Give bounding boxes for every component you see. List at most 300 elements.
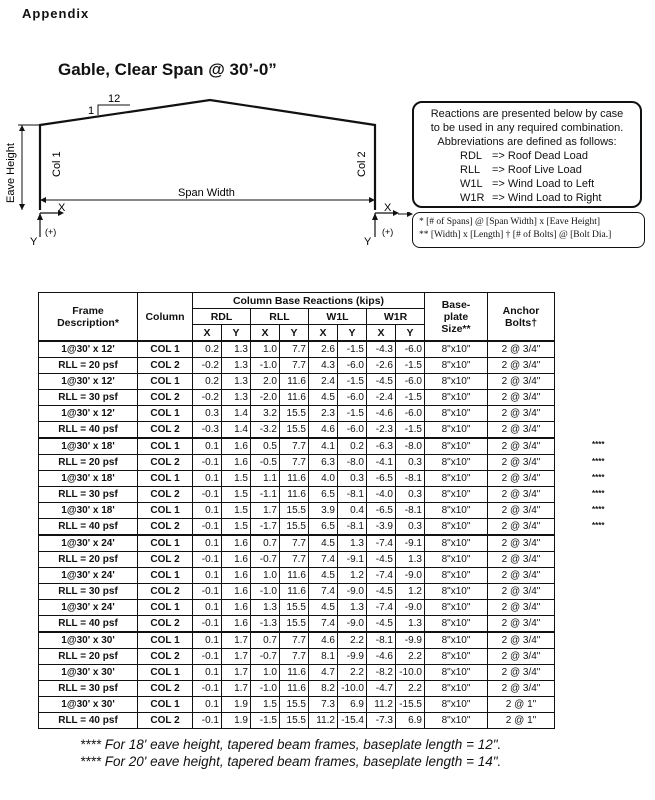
anchor-bolts: 2 @ 3/4" [488, 665, 555, 681]
table-row [39, 358, 555, 374]
frame-description: 1@30' x 12' [39, 406, 138, 422]
anchor-bolts: 2 @ 3/4" [488, 390, 555, 406]
anchor-bolts: 2 @ 3/4" [488, 568, 555, 584]
reaction-value: -8.2 [367, 665, 396, 681]
reaction-value: -7.4 [367, 568, 396, 584]
note-line-1: * [# of Spans] @ [Span Width] x [Eave Height] [419, 217, 601, 227]
reaction-value: 8.1 [309, 649, 338, 665]
reaction-value: 4.6 [309, 422, 338, 439]
baseplate-size: 8"x10" [425, 649, 488, 665]
anchor-bolts: 2 @ 3/4" [488, 681, 555, 697]
page-title: Gable, Clear Span @ 30’-0” [58, 60, 277, 79]
reaction-value: 3.9 [309, 503, 338, 519]
frame-diagram [0, 85, 410, 255]
baseplate-size: 8"x10" [425, 471, 488, 487]
frame-description: RLL = 20 psf [39, 552, 138, 568]
reaction-value: 1.7 [222, 649, 251, 665]
frame-description: RLL = 30 psf [39, 584, 138, 600]
anchor-bolts: 2 @ 3/4" [488, 438, 555, 455]
reaction-value: 0.3 [338, 471, 367, 487]
reaction-value: 7.7 [280, 552, 309, 568]
reaction-value: 15.5 [280, 600, 309, 616]
frame-description: 1@30' x 24' [39, 568, 138, 584]
frame-description: 1@30' x 30' [39, 665, 138, 681]
frame-description: RLL = 40 psf [39, 616, 138, 633]
reaction-value: 1.4 [222, 406, 251, 422]
column-id: COL 2 [138, 422, 193, 439]
reaction-value: 2.2 [338, 665, 367, 681]
column-id: COL 1 [138, 503, 193, 519]
reaction-value: 0.1 [193, 535, 222, 552]
anchor-bolts: 2 @ 3/4" [488, 600, 555, 616]
reaction-value: 4.5 [309, 390, 338, 406]
reaction-value: 3.2 [251, 406, 280, 422]
legend-intro-2: to be used in any required combination. [430, 122, 624, 134]
plus-left: (+) [45, 227, 57, 237]
reaction-value: -9.9 [396, 632, 425, 649]
reaction-value: -9.0 [338, 616, 367, 633]
footnote-marker: **** [592, 488, 605, 498]
reaction-value: 2.4 [309, 374, 338, 390]
reaction-value: 0.1 [193, 471, 222, 487]
notes-box [412, 212, 645, 248]
reaction-value: -4.0 [367, 487, 396, 503]
reaction-value: -1.0 [251, 584, 280, 600]
table-row [39, 665, 555, 681]
column-id: COL 2 [138, 519, 193, 536]
table-row [39, 568, 555, 584]
reaction-value: 2.6 [309, 341, 338, 358]
footnote-marker: **** [592, 440, 605, 449]
reaction-value: 1.7 [251, 503, 280, 519]
reaction-value: 1.2 [396, 584, 425, 600]
anchor-bolts: 2 @ 3/4" [488, 374, 555, 390]
column-id: COL 2 [138, 649, 193, 665]
col2-label: Col 2 [356, 151, 368, 177]
reaction-value: -6.5 [367, 471, 396, 487]
table-row [39, 584, 555, 600]
column-id: COL 2 [138, 552, 193, 568]
reaction-value: 1.0 [251, 568, 280, 584]
reaction-value: 11.6 [280, 665, 309, 681]
reaction-value: 1.0 [251, 665, 280, 681]
reaction-value: 2.2 [396, 649, 425, 665]
reaction-value: -8.0 [396, 438, 425, 455]
reaction-value: 0.4 [338, 503, 367, 519]
frame-description: RLL = 40 psf [39, 519, 138, 536]
reaction-value: 7.7 [280, 535, 309, 552]
reaction-value: -6.0 [338, 358, 367, 374]
reaction-value: 1.3 [222, 358, 251, 374]
table-row [39, 455, 555, 471]
reaction-value: 1.2 [338, 568, 367, 584]
reaction-value: -2.6 [367, 358, 396, 374]
th-y: Y [338, 325, 367, 342]
reaction-value: 1.6 [222, 568, 251, 584]
anchor-bolts: 2 @ 3/4" [488, 358, 555, 374]
reaction-value: -9.0 [396, 568, 425, 584]
plus-right: (+) [382, 227, 394, 237]
anchor-bolts: 2 @ 3/4" [488, 632, 555, 649]
anchor-bolts: 2 @ 3/4" [488, 519, 555, 536]
frame-description: 1@30' x 18' [39, 471, 138, 487]
reaction-value: -6.0 [338, 390, 367, 406]
eave-height-label: Eave Height [5, 143, 17, 203]
reaction-value: -3.9 [367, 519, 396, 536]
baseplate-size: 8"x10" [425, 552, 488, 568]
reaction-value: -4.5 [367, 584, 396, 600]
table-row [39, 503, 555, 519]
anchor-bolts: 2 @ 3/4" [488, 455, 555, 471]
reaction-value: 11.6 [280, 584, 309, 600]
reaction-value: 0.5 [251, 438, 280, 455]
column-id: COL 1 [138, 341, 193, 358]
reaction-value: -0.1 [193, 713, 222, 729]
frame-description: 1@30' x 24' [39, 600, 138, 616]
baseplate-size: 8"x10" [425, 519, 488, 536]
reaction-value: -1.0 [251, 681, 280, 697]
anchor-bolts: 2 @ 3/4" [488, 341, 555, 358]
x-axis-right: X [384, 202, 392, 214]
frame-description: RLL = 30 psf [39, 487, 138, 503]
anchor-bolts: 2 @ 3/4" [488, 422, 555, 439]
reaction-value: -0.1 [193, 552, 222, 568]
reaction-value: -2.0 [251, 390, 280, 406]
reaction-value: 1.3 [251, 600, 280, 616]
reaction-value: -7.4 [367, 535, 396, 552]
th-frame: Frame Description* [39, 293, 138, 342]
reaction-value: -6.0 [396, 406, 425, 422]
reaction-value: 7.7 [280, 341, 309, 358]
footnote-marker: **** [592, 456, 605, 466]
frame-description: RLL = 30 psf [39, 390, 138, 406]
column-id: COL 1 [138, 697, 193, 713]
reaction-value: 1.9 [222, 697, 251, 713]
reaction-value: 0.1 [193, 438, 222, 455]
th-y: Y [396, 325, 425, 342]
reaction-value: 8.2 [309, 681, 338, 697]
reaction-value: 0.1 [193, 568, 222, 584]
th-reactions: Column Base Reactions (kips) [193, 293, 425, 309]
reaction-value: 7.7 [280, 649, 309, 665]
reaction-value: 1.6 [222, 600, 251, 616]
reaction-value: -8.0 [338, 455, 367, 471]
baseplate-size: 8"x10" [425, 487, 488, 503]
reaction-value: -4.5 [367, 552, 396, 568]
reaction-value: 4.0 [309, 471, 338, 487]
reaction-value: 4.6 [309, 632, 338, 649]
frame-description: RLL = 40 psf [39, 713, 138, 729]
reaction-value: -1.0 [251, 358, 280, 374]
table-row [39, 681, 555, 697]
baseplate-size: 8"x10" [425, 697, 488, 713]
anchor-bolts: 2 @ 3/4" [488, 406, 555, 422]
reaction-value: 11.6 [280, 681, 309, 697]
reaction-value: 11.6 [280, 390, 309, 406]
reaction-value: 0.1 [193, 503, 222, 519]
reaction-value: -9.9 [338, 649, 367, 665]
reaction-value: 0.3 [396, 455, 425, 471]
reaction-value: 1.5 [222, 503, 251, 519]
reaction-value: -1.1 [251, 487, 280, 503]
reaction-value: 1.1 [251, 471, 280, 487]
legend-intro-3: Abbreviations are defined as follows: [437, 136, 617, 148]
reaction-value: 4.1 [309, 438, 338, 455]
reaction-value: -4.5 [367, 616, 396, 633]
reaction-value: -4.5 [367, 374, 396, 390]
reaction-value: 15.5 [280, 422, 309, 439]
reaction-value: 1.6 [222, 552, 251, 568]
reaction-value: 7.7 [280, 358, 309, 374]
column-id: COL 1 [138, 568, 193, 584]
reaction-value: -1.5 [338, 406, 367, 422]
reaction-value: 1.7 [222, 681, 251, 697]
th-x: X [309, 325, 338, 342]
column-id: COL 1 [138, 406, 193, 422]
reaction-value: 7.4 [309, 552, 338, 568]
frame-description: 1@30' x 12' [39, 374, 138, 390]
reaction-value: 6.5 [309, 487, 338, 503]
baseplate-size: 8"x10" [425, 665, 488, 681]
reaction-value: 7.4 [309, 616, 338, 633]
baseplate-size: 8"x10" [425, 681, 488, 697]
footnote-marker: **** [592, 520, 605, 530]
column-id: COL 1 [138, 600, 193, 616]
th-w1r: W1R [367, 309, 425, 325]
reaction-value: 4.5 [309, 568, 338, 584]
reaction-value: 0.3 [396, 519, 425, 536]
reaction-value: 0.7 [251, 632, 280, 649]
span-width-label: Span Width [178, 187, 235, 199]
column-id: COL 1 [138, 438, 193, 455]
reactions-table [38, 292, 555, 729]
x-axis-left: X [58, 202, 66, 214]
reaction-value: 11.6 [280, 568, 309, 584]
reaction-value: 0.1 [193, 600, 222, 616]
reaction-value: 4.5 [309, 535, 338, 552]
reaction-value: 6.3 [309, 455, 338, 471]
reaction-value: -1.5 [396, 422, 425, 439]
th-baseplate: Base- plate Size** [425, 293, 488, 342]
frame-description: RLL = 40 psf [39, 422, 138, 439]
column-id: COL 1 [138, 632, 193, 649]
column-id: COL 1 [138, 471, 193, 487]
reaction-value: 1.5 [251, 697, 280, 713]
reaction-value: 7.4 [309, 584, 338, 600]
table-row [39, 471, 555, 487]
reaction-value: 0.2 [193, 341, 222, 358]
frame-description: 1@30' x 18' [39, 503, 138, 519]
reaction-value: -0.3 [193, 422, 222, 439]
reaction-value: 6.9 [396, 713, 425, 729]
th-column: Column [138, 293, 193, 342]
table-row [39, 422, 555, 439]
reaction-value: -6.0 [396, 374, 425, 390]
reaction-value: -1.3 [251, 616, 280, 633]
anchor-bolts: 2 @ 3/4" [488, 649, 555, 665]
reaction-value: 1.6 [222, 455, 251, 471]
reaction-value: -9.1 [338, 552, 367, 568]
reaction-value: -1.7 [251, 519, 280, 536]
baseplate-size: 8"x10" [425, 713, 488, 729]
reaction-value: 2.2 [396, 681, 425, 697]
baseplate-size: 8"x10" [425, 503, 488, 519]
reaction-value: -10.0 [396, 665, 425, 681]
th-anchor: Anchor Bolts† [488, 293, 555, 342]
reaction-value: -6.0 [338, 422, 367, 439]
column-id: COL 1 [138, 374, 193, 390]
reaction-value: 7.7 [280, 455, 309, 471]
reaction-value: -1.5 [396, 390, 425, 406]
reaction-value: -9.0 [396, 600, 425, 616]
reaction-value: 0.2 [193, 374, 222, 390]
reaction-value: 2.0 [251, 374, 280, 390]
baseplate-size: 8"x10" [425, 438, 488, 455]
reaction-value: 1.3 [338, 535, 367, 552]
baseplate-size: 8"x10" [425, 600, 488, 616]
reaction-value: 1.3 [396, 616, 425, 633]
reaction-value: -0.1 [193, 487, 222, 503]
reaction-value: -8.1 [338, 519, 367, 536]
table-row [39, 390, 555, 406]
baseplate-size: 8"x10" [425, 358, 488, 374]
table-row [39, 713, 555, 729]
legend-intro-1: Reactions are presented below by case [430, 108, 624, 120]
reaction-value: 1.9 [222, 713, 251, 729]
frame-description: RLL = 20 psf [39, 455, 138, 471]
reaction-value: 2.2 [338, 632, 367, 649]
frame-description: RLL = 20 psf [39, 358, 138, 374]
reaction-value: -2.4 [367, 390, 396, 406]
y-axis-left: Y [30, 236, 38, 248]
reaction-value: -1.5 [338, 374, 367, 390]
reaction-value: -0.1 [193, 681, 222, 697]
reaction-value: -15.4 [338, 713, 367, 729]
column-id: COL 2 [138, 616, 193, 633]
reaction-value: -6.0 [396, 341, 425, 358]
reaction-value: -2.3 [367, 422, 396, 439]
legend-abbr: W1R => Wind Load to Right [460, 192, 602, 204]
footnote-marker: **** [592, 504, 605, 514]
reaction-value: 6.9 [338, 697, 367, 713]
table-row [39, 632, 555, 649]
reaction-value: -15.5 [396, 697, 425, 713]
column-id: COL 2 [138, 713, 193, 729]
reaction-value: -0.2 [193, 390, 222, 406]
reaction-value: 11.2 [309, 713, 338, 729]
reaction-value: 0.1 [193, 697, 222, 713]
frame-description: RLL = 30 psf [39, 681, 138, 697]
reaction-value: 7.3 [309, 697, 338, 713]
reaction-value: 1.3 [222, 390, 251, 406]
table-row [39, 374, 555, 390]
table-row [39, 438, 555, 455]
reaction-value: -0.2 [193, 358, 222, 374]
baseplate-size: 8"x10" [425, 341, 488, 358]
reaction-value: 0.3 [193, 406, 222, 422]
reaction-value: -0.5 [251, 455, 280, 471]
col1-label: Col 1 [51, 151, 63, 177]
table-row [39, 616, 555, 633]
baseplate-size: 8"x10" [425, 568, 488, 584]
baseplate-size: 8"x10" [425, 535, 488, 552]
anchor-bolts: 2 @ 3/4" [488, 487, 555, 503]
reaction-value: -6.5 [367, 503, 396, 519]
anchor-bolts: 2 @ 1" [488, 713, 555, 729]
reaction-value: -0.7 [251, 649, 280, 665]
table-row [39, 649, 555, 665]
reaction-value: -0.7 [251, 552, 280, 568]
reaction-value: 1.7 [222, 665, 251, 681]
column-id: COL 2 [138, 681, 193, 697]
reaction-value: -1.5 [396, 358, 425, 374]
anchor-bolts: 2 @ 3/4" [488, 616, 555, 633]
reaction-value: 11.6 [280, 471, 309, 487]
reaction-value: 1.6 [222, 535, 251, 552]
reaction-value: -8.1 [396, 503, 425, 519]
reaction-value: -10.0 [338, 681, 367, 697]
reaction-value: 0.1 [193, 632, 222, 649]
reaction-value: 1.7 [222, 632, 251, 649]
anchor-bolts: 2 @ 3/4" [488, 471, 555, 487]
reaction-value: 11.6 [280, 487, 309, 503]
reaction-value: 15.5 [280, 713, 309, 729]
reaction-value: 7.7 [280, 632, 309, 649]
footnote-marker: **** [592, 472, 605, 482]
reaction-value: 15.5 [280, 519, 309, 536]
baseplate-size: 8"x10" [425, 422, 488, 439]
reaction-value: 0.1 [193, 665, 222, 681]
reaction-value: 0.2 [338, 438, 367, 455]
column-id: COL 2 [138, 487, 193, 503]
legend-box [412, 101, 642, 208]
legend-abbr: RLL => Roof Live Load [460, 164, 582, 176]
reaction-value: -9.1 [396, 535, 425, 552]
column-id: COL 2 [138, 390, 193, 406]
reaction-value: 11.6 [280, 374, 309, 390]
legend-abbr: W1L => Wind Load to Left [460, 178, 595, 190]
baseplate-size: 8"x10" [425, 455, 488, 471]
reaction-value: -8.1 [338, 487, 367, 503]
y-axis-right: Y [364, 236, 372, 248]
column-id: COL 2 [138, 455, 193, 471]
reaction-value: 1.4 [222, 422, 251, 439]
reaction-value: 1.5 [222, 471, 251, 487]
th-x: X [193, 325, 222, 342]
reaction-value: 15.5 [280, 697, 309, 713]
table-row [39, 552, 555, 568]
reaction-value: 0.7 [251, 535, 280, 552]
reaction-value: 1.3 [222, 374, 251, 390]
reaction-value: -3.2 [251, 422, 280, 439]
reaction-value: -0.1 [193, 519, 222, 536]
th-rll: RLL [251, 309, 309, 325]
appendix-header: Appendix [22, 6, 90, 21]
th-w1l: W1L [309, 309, 367, 325]
reaction-value: -0.1 [193, 649, 222, 665]
reaction-value: -9.0 [338, 584, 367, 600]
anchor-bolts: 2 @ 3/4" [488, 584, 555, 600]
reaction-value: 4.7 [309, 665, 338, 681]
reaction-value: 1.3 [222, 341, 251, 358]
column-id: COL 2 [138, 358, 193, 374]
reaction-value: 1.0 [251, 341, 280, 358]
frame-description: 1@30' x 12' [39, 341, 138, 358]
reaction-value: 4.5 [309, 600, 338, 616]
frame-description: RLL = 20 psf [39, 649, 138, 665]
anchor-bolts: 2 @ 3/4" [488, 503, 555, 519]
reaction-value: -4.1 [367, 455, 396, 471]
